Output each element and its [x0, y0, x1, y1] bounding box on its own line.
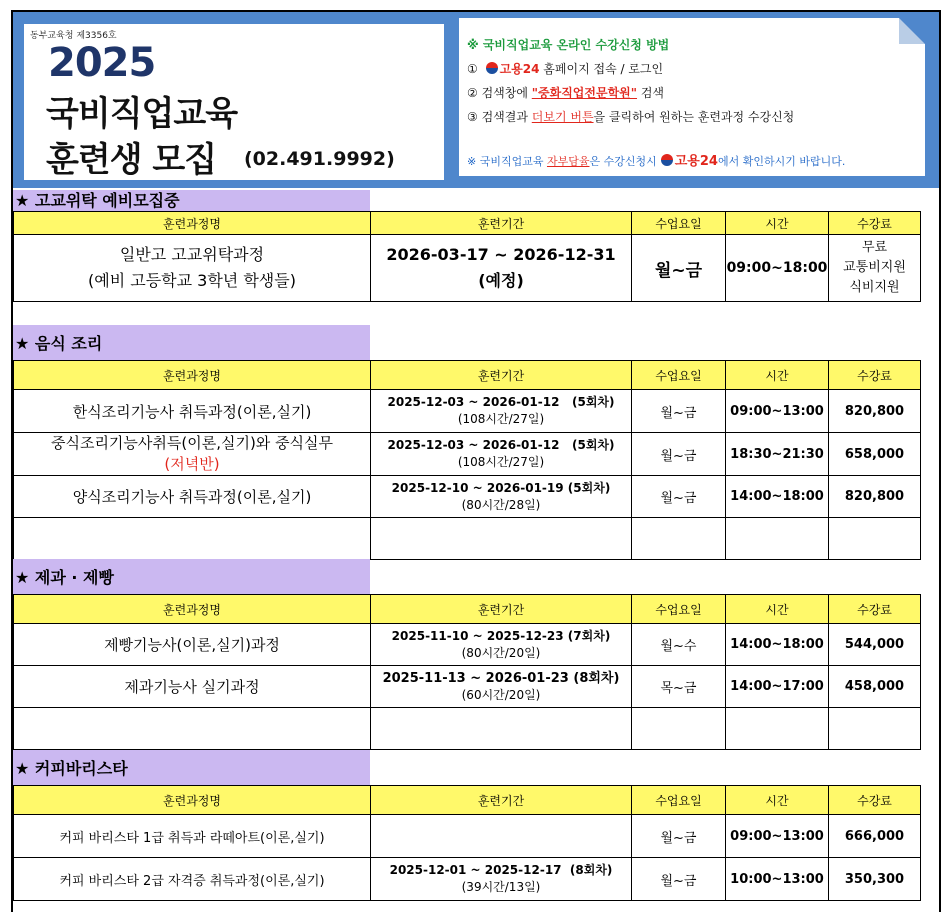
table-row — [14, 433, 921, 476]
col-header-fee: 수강료 — [829, 212, 921, 235]
main-title-line1: 국비직업교육 — [46, 94, 238, 134]
course-fee: 820,800 — [829, 390, 921, 433]
step-3-text-end: 을 클릭하여 원하는 훈련과정 수강신청 — [593, 110, 795, 124]
course-table-coffee — [13, 785, 921, 901]
course-time: 09:00~13:00 — [726, 815, 829, 858]
col-header-days: 수업요일 — [632, 786, 726, 815]
col-header-course: 훈련과정명 — [14, 212, 371, 235]
gov-emblem-icon — [486, 62, 498, 74]
col-header-course: 훈련과정명 — [14, 361, 371, 390]
course-time: 14:00~18:00 — [726, 624, 829, 666]
page-fold-corner — [899, 18, 925, 44]
academy-name-highlight: "중화직업전문학원" — [531, 86, 638, 100]
table-row — [14, 476, 921, 518]
section-title-coffee: ★ 커피바리스타 — [13, 750, 370, 785]
info-step-3 — [467, 108, 794, 125]
info-step-1 — [467, 60, 663, 77]
course-days: 월~금 — [632, 433, 726, 476]
course-name: 중식조리기능사취득(이론,실기)와 중식실무 (저녁반) — [14, 433, 371, 476]
col-header-fee: 수강료 — [829, 361, 921, 390]
col-header-course: 훈련과정명 — [14, 786, 371, 815]
course-table-cooking — [13, 360, 921, 560]
course-period: 2025-12-03 ~ 2026-01-12 (5회차) (108시간/27일) — [371, 390, 632, 433]
course-name: 한식조리기능사 취득과정(이론,실기) — [14, 390, 371, 433]
course-period: 2025-12-10 ~ 2026-01-19 (5회차) (80시간/28일) — [371, 476, 632, 518]
table-header-row — [14, 786, 921, 815]
table-row — [14, 666, 921, 708]
course-days: 월~금 — [632, 858, 726, 901]
empty-row — [14, 518, 921, 560]
section-title-cooking: ★ 음식 조리 — [13, 325, 370, 360]
more-button-highlight: 더보기 버튼 — [531, 110, 594, 124]
course-time: 18:30~21:30 — [726, 433, 829, 476]
col-header-period: 훈련기간 — [371, 212, 632, 235]
course-name: 일반고 고교위탁과정 (예비 고등학교 3학년 학생들) — [14, 235, 371, 302]
permit-number: 동부교육청 제3356호 — [30, 31, 117, 41]
step-1-text: 홈페이지 접속 / 로그인 — [539, 62, 664, 76]
section-title-highschool: ★ 고교위탁 예비모집중 — [13, 190, 370, 212]
col-header-period: 훈련기간 — [371, 786, 632, 815]
course-days: 월~금 — [632, 390, 726, 433]
course-fee: 544,000 — [829, 624, 921, 666]
col-header-period: 훈련기간 — [371, 361, 632, 390]
col-header-time: 시간 — [726, 361, 829, 390]
table-row — [14, 390, 921, 433]
col-header-fee: 수강료 — [829, 786, 921, 815]
info-note — [467, 150, 845, 169]
step-3-text: ③ 검색결과 — [467, 110, 532, 124]
table-row — [14, 858, 921, 901]
col-header-time: 시간 — [726, 212, 829, 235]
course-fee: 458,000 — [829, 666, 921, 708]
brand-go24: 고용24 — [674, 154, 718, 169]
course-fee: 666,000 — [829, 815, 921, 858]
col-header-course: 훈련과정명 — [14, 595, 371, 624]
course-days: 월~수 — [632, 624, 726, 666]
step-2-text: ② 검색창에 — [467, 86, 532, 100]
col-header-time: 시간 — [726, 595, 829, 624]
course-fee: 350,300 — [829, 858, 921, 901]
note-text-mid: 은 수강신청시 — [589, 155, 657, 168]
info-heading: ※ 국비직업교육 온라인 수강신청 방법 — [467, 38, 670, 52]
year-title: 2025 — [48, 40, 156, 86]
title-box — [24, 24, 444, 180]
course-fee: 820,800 — [829, 476, 921, 518]
course-period — [371, 815, 632, 858]
phone-number: (02.491.9992) — [244, 148, 395, 170]
course-days: 월~금 — [632, 476, 726, 518]
table-row — [14, 624, 921, 666]
course-period: 2025-12-03 ~ 2026-01-12 (5회차) (108시간/27일) — [371, 433, 632, 476]
section-title-bakery: ★ 제과 · 제빵 — [13, 559, 370, 594]
application-info-box — [459, 18, 925, 176]
course-fee: 무료 교통비지원 식비지원 — [829, 235, 921, 302]
course-days: 월~금 — [632, 235, 726, 302]
col-header-period: 훈련기간 — [371, 595, 632, 624]
course-name: 제빵기능사(이론,실기)과정 — [14, 624, 371, 666]
course-time: 09:00~18:00 — [726, 235, 829, 302]
course-time: 14:00~17:00 — [726, 666, 829, 708]
course-period: 2025-11-10 ~ 2025-12-23 (7회차) (80시간/20일) — [371, 624, 632, 666]
course-days: 월~금 — [632, 815, 726, 858]
flyer-page — [11, 10, 941, 912]
col-header-days: 수업요일 — [632, 595, 726, 624]
col-header-fee: 수강료 — [829, 595, 921, 624]
header-banner — [13, 12, 939, 188]
step-2-text-end: 검색 — [637, 86, 665, 100]
course-table-bakery — [13, 594, 921, 750]
course-name: 제과기능사 실기과정 — [14, 666, 371, 708]
course-period: 2025-11-13 ~ 2026-01-23 (8회차) (60시간/20일) — [371, 666, 632, 708]
course-table-highschool — [13, 211, 921, 302]
table-row — [14, 815, 921, 858]
table-header-row — [14, 595, 921, 624]
course-name: 양식조리기능사 취득과정(이론,실기) — [14, 476, 371, 518]
course-period: 2026-03-17 ~ 2026-12-31 (예정) — [371, 235, 632, 302]
course-name: 커피 바리스타 2급 자격증 취득과정(이론,실기) — [14, 858, 371, 901]
course-time: 14:00~18:00 — [726, 476, 829, 518]
main-title-line2: 훈련생 모집 — [46, 140, 217, 180]
step-1-number: ① — [467, 62, 478, 76]
col-header-days: 수업요일 — [632, 361, 726, 390]
table-header-row — [14, 361, 921, 390]
col-header-time: 시간 — [726, 786, 829, 815]
course-period: 2025-12-01 ~ 2025-12-17 (8회차) (39시간/13일) — [371, 858, 632, 901]
note-text: ※ 국비직업교육 — [467, 155, 547, 168]
note-text-end: 에서 확인하시기 바랍니다. — [717, 155, 846, 168]
course-name: 커피 바리스타 1급 취득과 라떼아트(이론,실기) — [14, 815, 371, 858]
col-header-days: 수업요일 — [632, 212, 726, 235]
empty-row — [14, 708, 921, 750]
course-time: 10:00~13:00 — [726, 858, 829, 901]
table-row — [14, 235, 921, 302]
brand-go24: 고용24 — [499, 62, 540, 76]
course-fee: 658,000 — [829, 433, 921, 476]
self-pay-highlight: 자부담율 — [546, 155, 590, 168]
course-days: 목~금 — [632, 666, 726, 708]
info-step-2 — [467, 84, 664, 101]
gov-emblem-icon — [661, 154, 673, 166]
course-time: 09:00~13:00 — [726, 390, 829, 433]
table-header-row — [14, 212, 921, 235]
